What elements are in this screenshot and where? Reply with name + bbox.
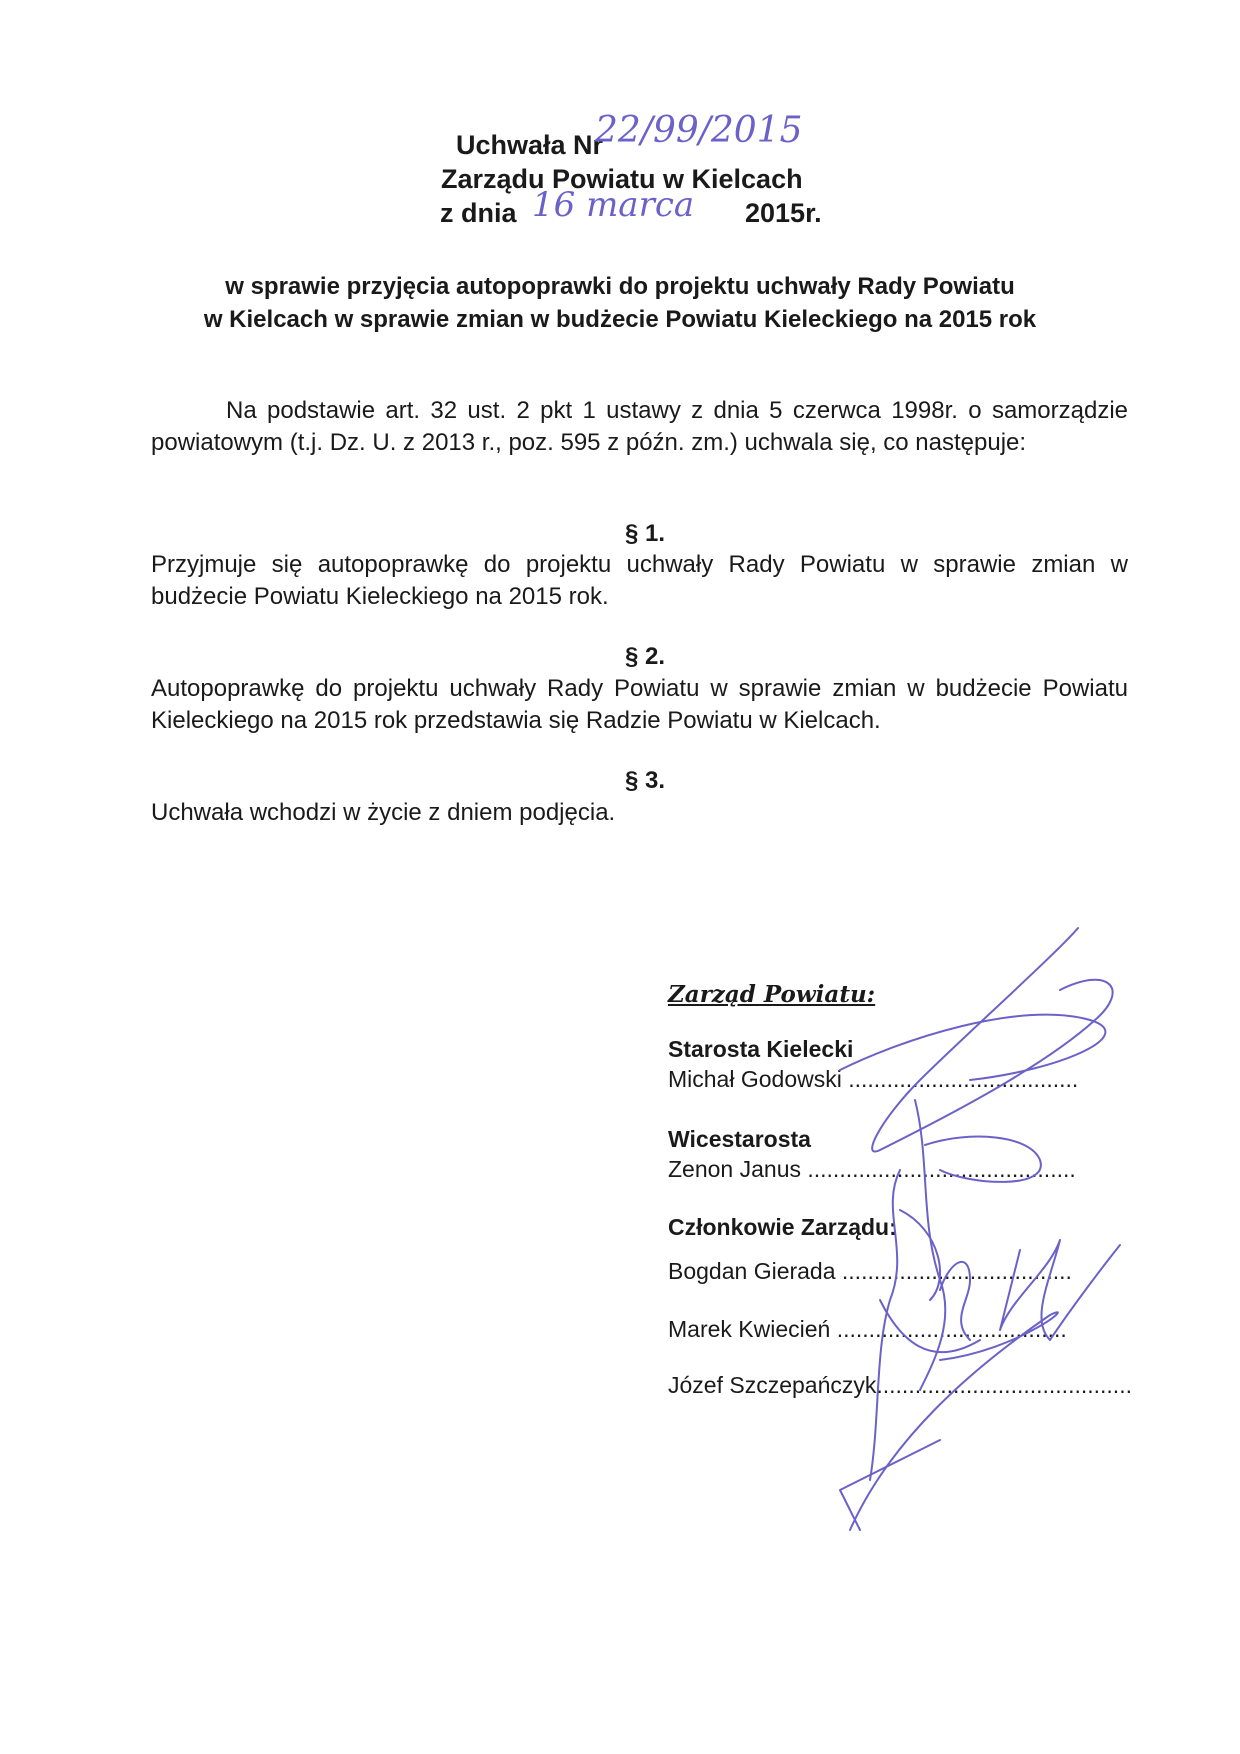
member-1-name: Bogdan Gierada .................................... <box>668 1258 1072 1284</box>
resolution-label: Uchwała Nr <box>456 130 604 160</box>
section-3-mark: § 3. <box>624 767 666 794</box>
section-2-body <box>151 673 1128 737</box>
section-1-mark: § 1. <box>624 520 666 547</box>
section-3-text: Uchwała wchodzi w życie z dniem podjęcia. <box>151 799 616 826</box>
date-handwritten: 16 marca <box>532 185 695 225</box>
wicestarosta-role: Wicestarosta <box>668 1126 811 1152</box>
section-3-body <box>151 797 1128 829</box>
date-line <box>440 196 517 230</box>
section-2-mark: § 2. <box>624 643 666 670</box>
preamble-text: Na podstawie art. 32 ust. 2 pkt 1 ustawy z dnia 5 czerwca 1998r. o samorządzie powiatowym (t.j. Dz. U. z 2013 r., poz. 595 z późn. zm.) uchwala się, co następuje: <box>151 397 1128 456</box>
subject-line-1: w sprawie przyjęcia autopoprawki do projektu uchwały Rady Powiatu <box>225 273 1015 300</box>
resolution-subject <box>0 270 1240 336</box>
date-prefix: z dnia <box>440 198 517 228</box>
wicestarosta-name: Zenon Janus .......................................... <box>668 1156 1076 1182</box>
member-2-name: Marek Kwiecień .................................... <box>668 1316 1067 1342</box>
section-1-body <box>151 549 1128 613</box>
member-3-name: Józef Szczepańczyk........................................ <box>668 1372 1132 1398</box>
date-year: 2015r. <box>745 198 822 228</box>
resolution-title-line <box>456 128 603 162</box>
starosta-name: Michał Godowski .................................... <box>668 1066 1079 1092</box>
members-role: Członkowie Zarządu: <box>668 1214 897 1240</box>
resolution-number-handwritten: 22/99/2015 <box>595 110 803 151</box>
section-2-text: Autopoprawkę do projektu uchwały Rady Powiatu w sprawie zmian w budżecie Powiatu Kieleckiego na 2015 rok przedstawia się Radzie Powiatu w Kielcach. <box>151 675 1128 734</box>
starosta-role: Starosta Kielecki <box>668 1036 854 1062</box>
board-title: Zarząd Powiatu: <box>668 981 876 1008</box>
section-1-text: Przyjmuje się autopoprawkę do projektu uchwały Rady Powiatu w sprawie zmian w budżecie Powiatu Kieleckiego na 2015 rok. <box>151 551 1128 610</box>
preamble <box>151 395 1128 459</box>
handwritten-signature <box>820 920 1140 1540</box>
board-name-line: Zarządu Powiatu w Kielcach <box>441 164 803 194</box>
subject-line-2: w Kielcach w sprawie zmian w budżecie Powiatu Kieleckiego na 2015 rok <box>203 306 1037 333</box>
